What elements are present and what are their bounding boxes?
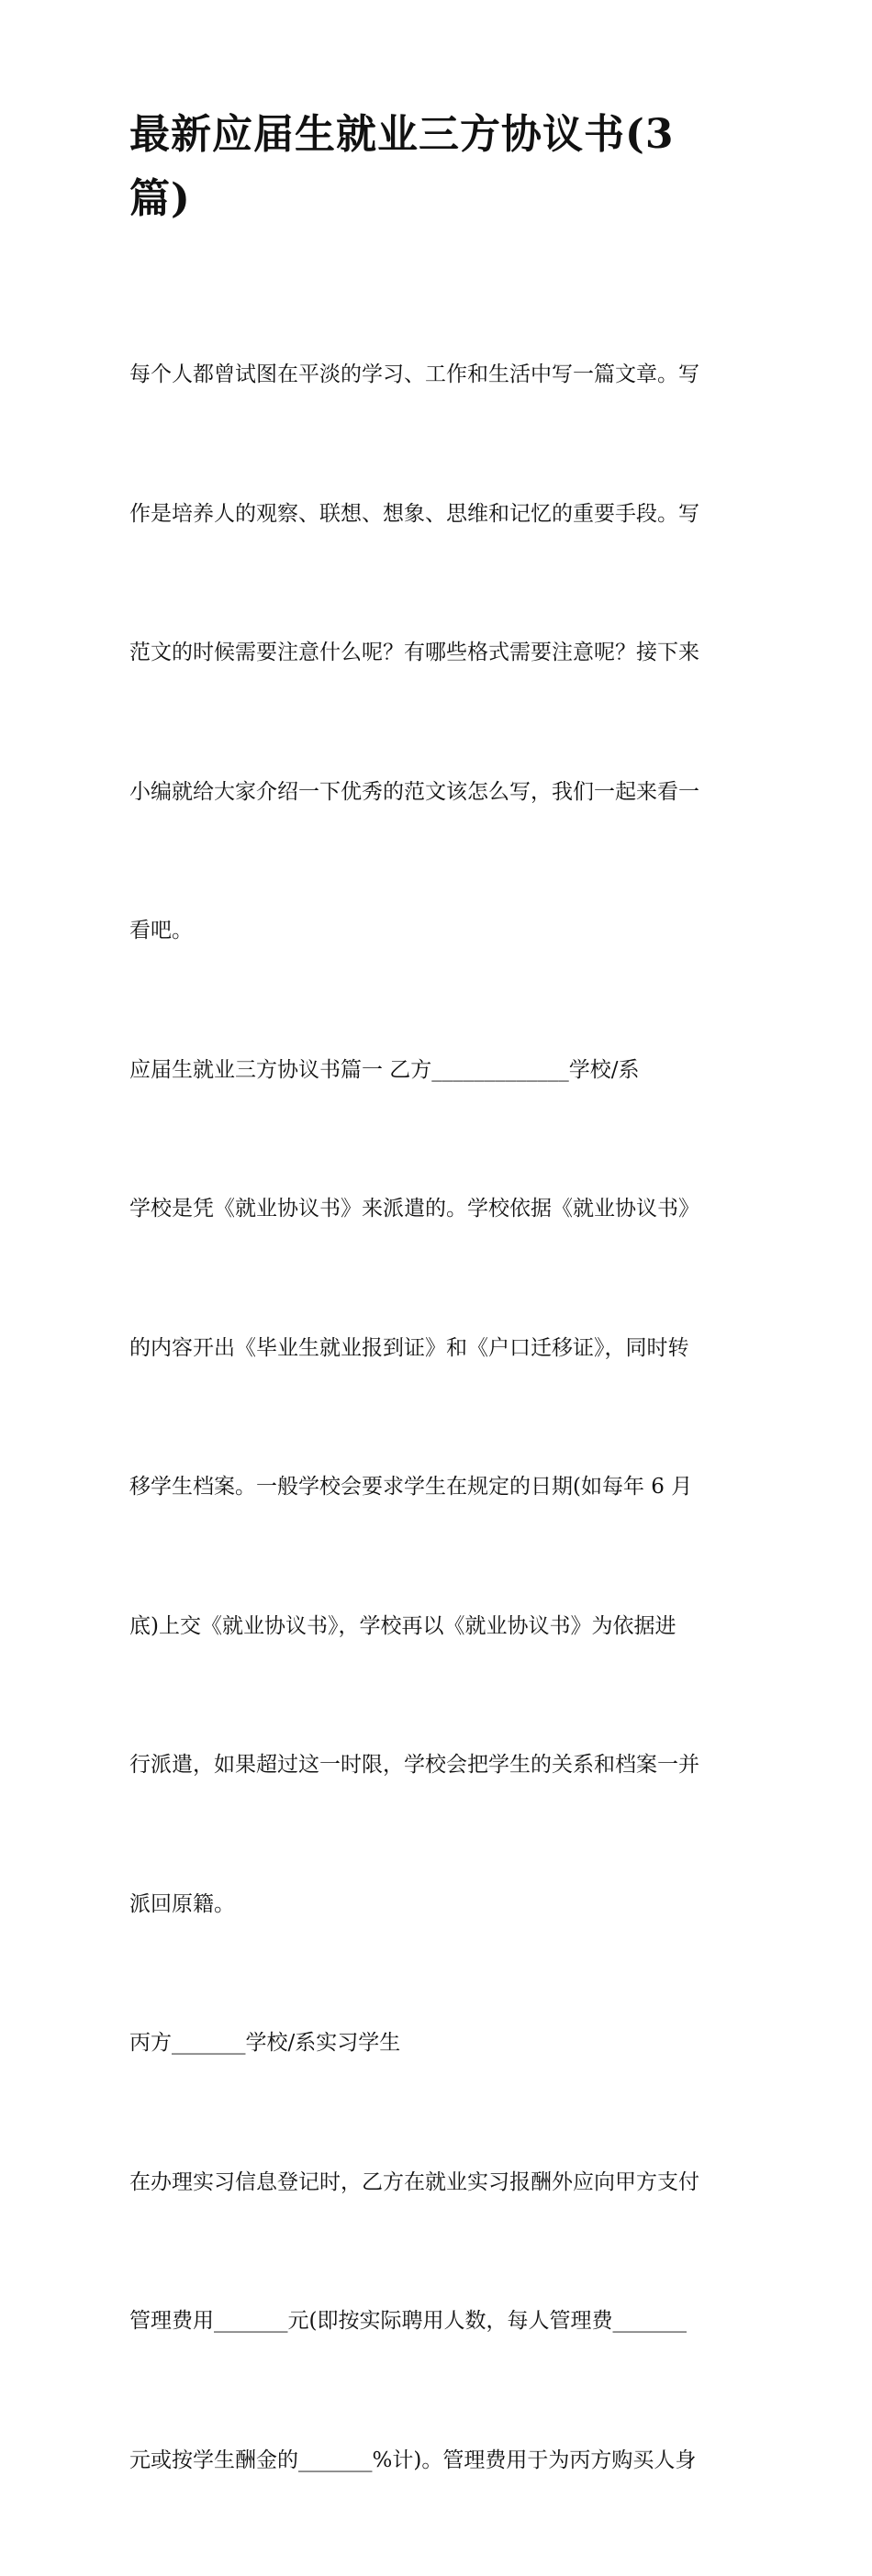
body-line: 底)上交《就业协议书》，学校再以《就业协议书》为依据进 [129, 1613, 676, 1638]
title-line-2: 篇) [129, 175, 191, 222]
body-line: 作是培养人的观察、联想、想象、思维和记忆的重要手段。写 [129, 501, 699, 526]
body-line: 在办理实习信息登记时，乙方在就业实习报酬外应向甲方支付 [129, 2169, 699, 2194]
body-line: 范文的时候需要注意什么呢？有哪些格式需要注意呢？接下来 [129, 641, 699, 664]
document-body [129, 259, 746, 2576]
body-line: 看吧。 [129, 919, 193, 942]
body-line: 应届生就业三方协议书篇一 乙方_____________学校/系 [129, 1057, 640, 1082]
body-line: 移学生档案。一般学校会要求学生在规定的日期(如每年 6 月 [129, 1475, 693, 1499]
body-line: 每个人都曾试图在平淡的学习、工作和生活中写一篇文章。写 [129, 362, 699, 386]
title-line-1: 最新应届生就业三方协议书(3 [129, 111, 675, 158]
body-line: 元或按学生酬金的_______%计)。管理费用于为丙方购买人身 [129, 2448, 697, 2472]
body-line: 行派遣，如果超过这一时限，学校会把学生的关系和档案一并 [129, 1753, 699, 1777]
body-line: 管理费用_______元(即按实际聘用人数，每人管理费_______ [129, 2309, 687, 2333]
body-line: 丙方_______学校/系实习学生 [129, 2031, 401, 2055]
body-line: 小编就给大家介绍一下优秀的范文该怎么写，我们一起来看一 [129, 779, 699, 804]
body-line: 学校是凭《就业协议书》来派遣的。学校依据《就业协议书》 [129, 1197, 699, 1221]
document-page [129, 103, 746, 2576]
body-line: 派回原籍。 [129, 1891, 235, 1916]
document-title [129, 103, 746, 231]
body-line: 的内容开出《毕业生就业报到证》和《户口迁移证》，同时转 [129, 1335, 689, 1360]
